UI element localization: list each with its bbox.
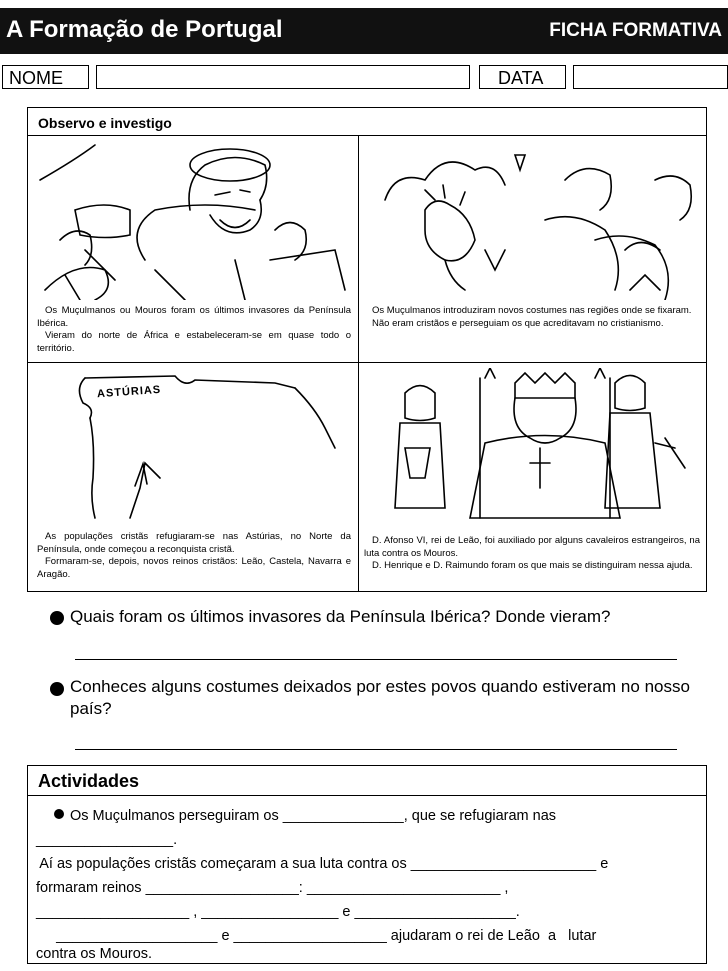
caption-4 [364,535,700,573]
activity-line-1[interactable] [54,804,556,828]
name-field[interactable] [96,65,470,89]
caption-4-text-a: D. Afonso VI, rei de Leão, foi auxiliado por alguns cavaleiros estrangeiros, na luta contra os Mouros. [364,535,700,559]
answer-line-2[interactable] [75,749,677,750]
activities-header [28,766,706,796]
activity-line-4[interactable]: formaram reinos ___________________: ________________________ , [36,880,509,896]
page-header [0,8,728,54]
caption-3 [37,531,351,581]
bullet-icon [50,682,64,696]
activity-line-5[interactable]: ___________________ , _________________ e ____________________. [36,904,520,920]
illustration-king-and-knights [365,368,700,523]
date-field[interactable] [573,65,728,89]
caption-2-text-a: Os Muçulmanos introduziram novos costumes nas regiões onde se fixaram. [372,305,692,316]
page-title: A Formação de Portugal [6,16,283,43]
grid-divider-vertical [358,136,359,592]
question-2: Conheces alguns costumes deixados por estes povos quando estiveram no nosso país? [70,677,690,718]
question-1: Quais foram os últimos invasores da Península Ibérica? Donde vieram? [70,607,611,626]
caption-3-text-b: Formaram-se, depois, novos reinos cristãos: Leão, Castela, Navarra e Aragão. [37,556,351,580]
caption-1-text-a: Os Muçulmanos ou Mouros foram os últimos invasores da Península Ibérica. [37,305,351,329]
observe-header [28,108,706,136]
caption-2 [364,305,700,330]
caption-3-text-a: As populações cristãs refugiaram-se nas Astúrias, no Norte da Península, onde começou a reconquista cristã. [37,531,351,555]
worksheet-type: FICHA FORMATIVA [549,20,722,41]
illustration-iberia-map [35,368,353,523]
activity-line-2[interactable]: _________________. [36,832,178,848]
observe-title: Observo e investigo [38,115,172,131]
activities-title: Actividades [38,771,140,791]
illustration-persecution [365,140,700,300]
date-label: DATA [479,65,566,89]
illustration-moorish-warriors [35,140,353,300]
name-label: NOME [2,65,89,89]
bullet-icon [54,809,64,819]
map-label-asturias: ASTÚRIAS [96,383,162,401]
caption-2-text-b: Não eram cristãos e perseguiam os que acreditavam no cristianismo. [372,317,664,329]
activity-line-3[interactable]: Aí as populações cristãs começaram a sua luta contra os _______________________ e [36,856,609,872]
caption-4-text-b: D. Henrique e D. Raimundo foram os que mais se distinguiram nessa ajuda. [372,560,693,571]
activity-line-7[interactable]: contra os Mouros. [36,946,153,962]
activity-line-6[interactable]: ____________________ e ___________________ ajudaram o rei de Leão a lutar [36,928,597,944]
bullet-icon [50,611,64,625]
caption-1-text-b: Vieram do norte de África e estabeleceram-se em quase todo o território. [37,330,351,354]
grid-divider-horizontal [28,362,706,363]
caption-1 [37,305,351,355]
answer-line-1[interactable] [75,659,677,660]
activity-text-1: Os Muçulmanos perseguiram os _______________, que se refugiaram nas [70,808,557,824]
